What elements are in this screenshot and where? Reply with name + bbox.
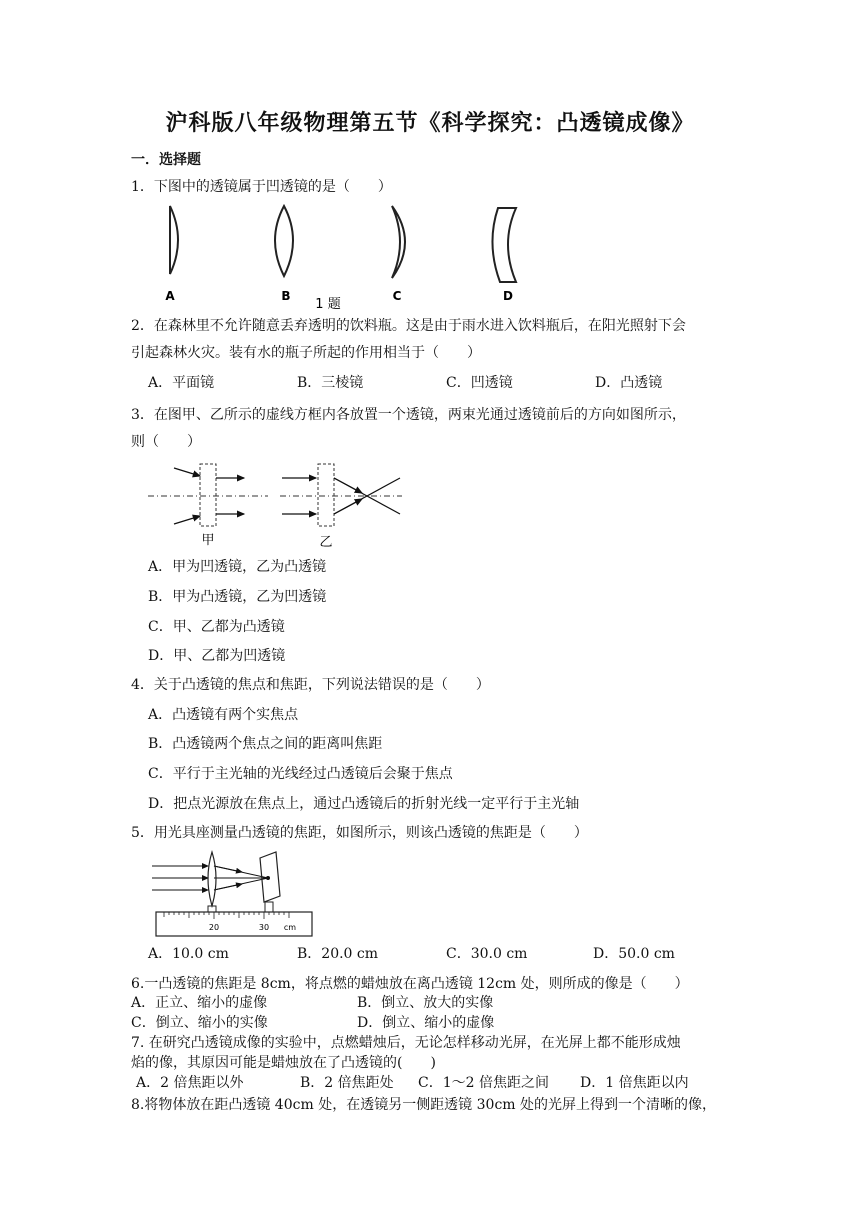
q3-option-b: B．甲为凸透镜，乙为凹透镜 (148, 589, 327, 605)
q7-option-b: B．2 倍焦距处 (300, 1075, 394, 1091)
question-6: 6.一凸透镜的焦距是 8cm，将点燃的蜡烛放在离凸透镜 12cm 处，则所成的像是（ ） (131, 976, 689, 992)
q2-option-d: D．凸透镜 (595, 375, 663, 391)
q5-option-d: D．50.0 cm (593, 946, 675, 962)
question-3-line1: 3．在图甲、乙所示的虚线方框内各放置一个透镜，两束光通过透镜前后的方向如图所示， (131, 407, 686, 423)
q7-option-a: A．2 倍焦距以外 (136, 1075, 244, 1091)
question-7-line1: 7. 在研究凸透镜成像的实验中，点燃蜡烛后，无论怎样移动光屏，在光屏上都不能形成烛 (131, 1035, 681, 1051)
q5-unit-cm: cm (283, 923, 297, 932)
question-7-line2: 焰的像，其原因可能是蜡烛放在了凸透镜的( ) (131, 1055, 436, 1071)
question-8-line1: 8.将物体放在距凸透镜 40cm 处，在透镜另一侧距透镜 30cm 处的光屏上得到一个清晰的像， (131, 1097, 717, 1113)
question-2-line2: 引起森林火灾。装有水的瓶子所起的作用相当于（ ） (131, 345, 481, 361)
q7-option-c: C．1～2 倍焦距之间 (418, 1075, 549, 1091)
q1-label-a: A (165, 289, 175, 303)
q4-option-b: B．凸透镜两个焦点之间的距离叫焦距 (148, 736, 383, 752)
question-3-line2: 则（ ） (131, 434, 201, 450)
q4-option-d: D．把点光源放在焦点上，通过凸透镜后的折射光线一定平行于主光轴 (148, 796, 580, 812)
q3-option-a: A．甲为凹透镜，乙为凸透镜 (148, 559, 327, 575)
q6-option-b: B．倒立、放大的实像 (357, 995, 494, 1011)
q1-caption: 1 题 (315, 297, 341, 312)
question-5: 5．用光具座测量凸透镜的焦距，如图所示，则该凸透镜的焦距是（ ） (131, 825, 588, 841)
q5-option-a: A．10.0 cm (148, 946, 229, 962)
q1-label-d: D (503, 289, 513, 303)
q5-option-b: B．20.0 cm (297, 946, 379, 962)
q1-lens-figure (150, 204, 710, 312)
q2-option-b: B．三棱镜 (297, 375, 364, 391)
q2-option-a: A．平面镜 (148, 375, 215, 391)
page-title: 沪科版八年级物理第五节《科学探究：凸透镜成像》 (165, 110, 695, 136)
question-1: 1．下图中的透镜属于凹透镜的是（ ） (131, 179, 392, 195)
q6-option-d: D．倒立、缩小的虚像 (357, 1015, 495, 1031)
q5-tick-20: 20 (208, 923, 220, 932)
q3-option-d: D．甲、乙都为凹透镜 (148, 648, 286, 664)
q4-option-a: A．凸透镜有两个实焦点 (148, 707, 299, 723)
q6-option-c: C．倒立、缩小的实像 (131, 1015, 268, 1031)
question-4: 4．关于凸透镜的焦点和焦距，下列说法错误的是（ ） (131, 677, 490, 693)
question-2-line1: 2．在森林里不允许随意丢弃透明的饮料瓶。这是由于雨水进入饮料瓶后，在阳光照射下会 (131, 318, 686, 334)
q6-option-a: A．正立、缩小的虚像 (131, 995, 268, 1011)
q5-option-c: C．30.0 cm (446, 946, 528, 962)
q5-tick-30: 30 (258, 923, 270, 932)
q3-figure (148, 462, 418, 552)
q5-optical-bench-figure (150, 852, 320, 937)
q3-label-jia: 甲 (201, 533, 215, 548)
q3-option-c: C．甲、乙都为凸透镜 (148, 619, 285, 635)
q4-option-c: C．平行于主光轴的光线经过凸透镜后会聚于焦点 (148, 766, 453, 782)
q1-label-c: C (392, 289, 402, 303)
section-heading: 一．选择题 (131, 152, 201, 168)
q1-label-b: B (281, 289, 291, 303)
q2-option-c: C．凹透镜 (446, 375, 513, 391)
q7-option-d: D．1 倍焦距以内 (580, 1075, 689, 1091)
q3-label-yi: 乙 (319, 535, 333, 550)
